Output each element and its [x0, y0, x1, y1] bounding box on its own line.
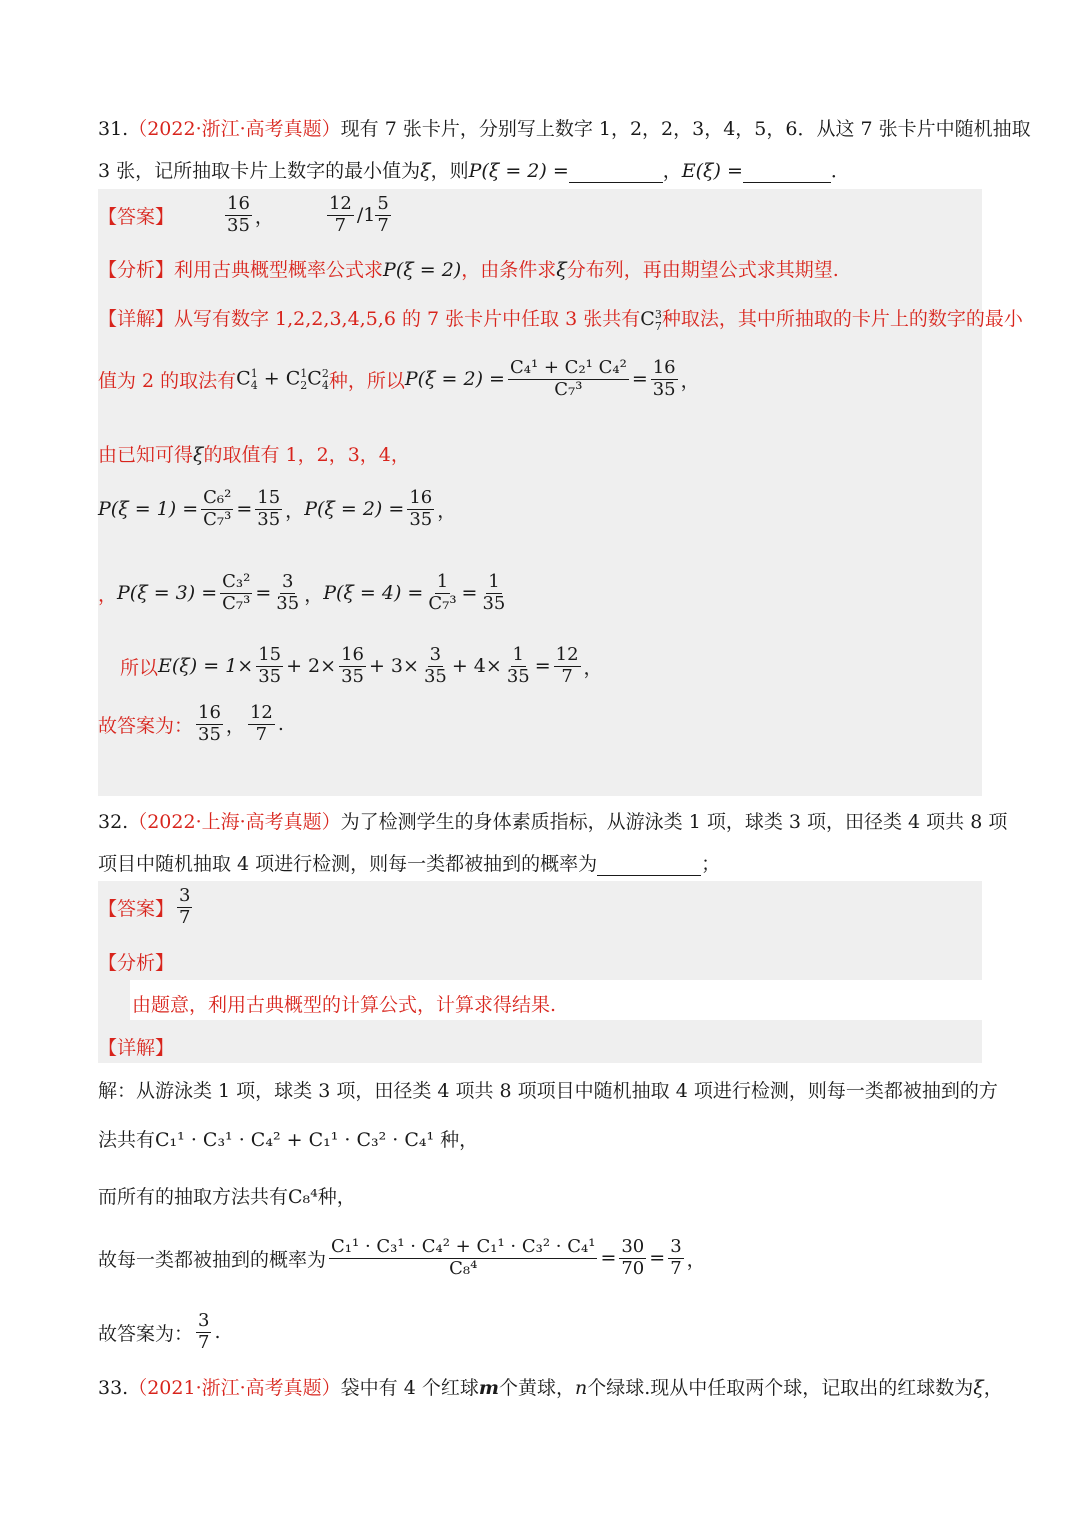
- answer-blank-2[interactable]: [743, 164, 831, 183]
- q31-stem-2: 3 张，记所抽取卡片上数字的最小值为: [98, 160, 421, 182]
- q31-detail-line1: 【详解】从写有数字 1,2,2,3,4,5,6 的 7 张卡片中任取 3 张共有$C_7^3$种取法，其中所抽取的卡片上的数字的最小: [98, 307, 1023, 333]
- q31-detail-line3: 由已知可得ξ的取值有 1，2，3，4，: [98, 444, 410, 466]
- q31-line1: [98, 114, 1031, 141]
- q31-analysis: 【分析】利用古典概型概率公式求P(ξ = 2)，由条件求ξ分布列，再由期望公式求其期望.: [98, 259, 839, 281]
- q32-line1: [98, 807, 1007, 834]
- q32-answer: 【答案】 $\frac{3}{7}$: [98, 885, 191, 928]
- q31-p-expr: P(ξ = 2) =: [468, 160, 569, 182]
- q32-source: （2022·上海·高考真题）: [128, 811, 341, 833]
- q33-line1: 33.（2021·浙江·高考真题）袋中有 4 个红球m个黄球，n个绿球.现从中任取两个球，记取出的红球数为ξ，: [98, 1377, 1003, 1399]
- q32-solution-line4: 故每一类都被抽到的概率为 $\frac{\text{C₁¹ · C₃¹ · C₄² + C₁¹ · C₃² · C₄¹}}{\text{C₈⁴}}$ = $\frac{30}{70}$ = $\frac{3}{7}$ ，: [98, 1236, 706, 1279]
- q32-final: 故答案为： $\frac{3}{7}$ .: [98, 1310, 221, 1353]
- q32-analysis-tag: 【分析】: [98, 952, 175, 974]
- q31-expectation: 所以 E(ξ) = 1× $\frac{15}{35}$ + 2× $\frac{16}{35}$ + 3× $\frac{3}{35}$ + 4× $\frac{1}{35}$ = $\frac{12}{7}$ ，: [120, 644, 603, 687]
- fraction-combination: $\frac{\text{C₄¹ + C₂¹ C₄²}}{\text{C₇³}}$: [509, 357, 627, 400]
- q32-solution-line1: 解：从游泳类 1 项，球类 3 项，田径类 4 项共 8 项项目中随机抽取 4 项进行检测，则每一类都被抽到的方: [98, 1080, 998, 1102]
- answer-blank[interactable]: [597, 857, 701, 876]
- q31-stem-2b: ，则: [430, 160, 469, 182]
- comma: ，: [662, 160, 682, 182]
- answer-tag: 【答案】: [98, 205, 175, 228]
- q31-p3-p4: ， P(ξ = 3) = $\frac{\text{C₃²}}{\text{C₇³}}$ = $\frac{3}{35}$ ， P(ξ = 4) = $\frac{1}{\text{C₇³}}$ = $\frac{1}{35}$: [98, 571, 506, 614]
- fraction-12-7: $\frac{12}{7}$: [328, 193, 352, 236]
- fraction-16-35: $\frac{16}{35}$: [227, 193, 250, 236]
- q32-solution-line3: 而所有的抽取方法共有C₈⁴种，: [98, 1186, 356, 1208]
- q33-number: 33.: [98, 1377, 129, 1399]
- alt-separator: /1: [356, 204, 376, 227]
- detail-tag: 【详解】: [98, 308, 175, 330]
- q32-number: 32.: [98, 811, 129, 833]
- q31-p1-p2: P(ξ = 1) = $\frac{\text{C₆²}}{\text{C₇³}}$ = $\frac{15}{35}$ ， P(ξ = 2) = $\frac{16}{35}$ ，: [98, 487, 457, 530]
- q31-number: 31.: [98, 118, 129, 140]
- q31-source: （2022·浙江·高考真题）: [128, 118, 341, 140]
- xi-symbol: ξ: [420, 160, 431, 182]
- answer-blank-1[interactable]: [569, 164, 663, 183]
- q32-detail-tag: 【详解】: [98, 1037, 175, 1059]
- fraction-5-7: $\frac{5}{7}$: [377, 193, 389, 236]
- q31-answer: 【答案】 $\frac{16}{35}$ ， $\frac{12}{7}$ /1 $\frac{5}{7}$: [98, 193, 389, 236]
- q32-solution-panel: [98, 881, 982, 1063]
- q33-source: （2021·浙江·高考真题）: [128, 1377, 341, 1399]
- answer-tag: 【答案】: [98, 897, 175, 920]
- q31-final: 故答案为： $\frac{16}{35}$ ， $\frac{12}{7}$ .: [98, 702, 284, 745]
- q31-stem-1: 现有 7 张卡片，分别写上数字 1，2，2，3，4，5，6．从这 7 张卡片中随机抽取: [340, 118, 1031, 140]
- analysis-tag: 【分析】: [98, 259, 175, 281]
- q32-analysis: 由题意，利用古典概型的计算公式，计算求得结果.: [132, 994, 557, 1016]
- q31-detail-line2: 值为 2 的取法有 $C_4^1 + C_2^1C_4^2$ 种，所以 P(ξ = 2) = $\frac{\text{C₄¹ + C₂¹ C₄²}}{\text{C₇³}}$ = $\frac{16}{35}$ ，: [98, 357, 700, 400]
- period: ．: [830, 160, 850, 182]
- q32-stem-1: 为了检测学生的身体素质指标，从游泳类 1 项，球类 3 项，田径类 4 项共 8 项: [340, 811, 1008, 833]
- q32-line2: 项目中随机抽取 4 项进行检测，则每一类都被抽到的概率为 ；: [98, 853, 721, 875]
- q32-solution-line2: 法共有C₁¹ · C₃¹ · C₄² + C₁¹ · C₃² · C₄¹ 种，: [98, 1129, 479, 1151]
- fraction-16-35: $\frac{16}{35}$: [652, 357, 676, 400]
- q31-e-expr: E(ξ) =: [681, 160, 743, 182]
- q31-line2: [98, 156, 850, 183]
